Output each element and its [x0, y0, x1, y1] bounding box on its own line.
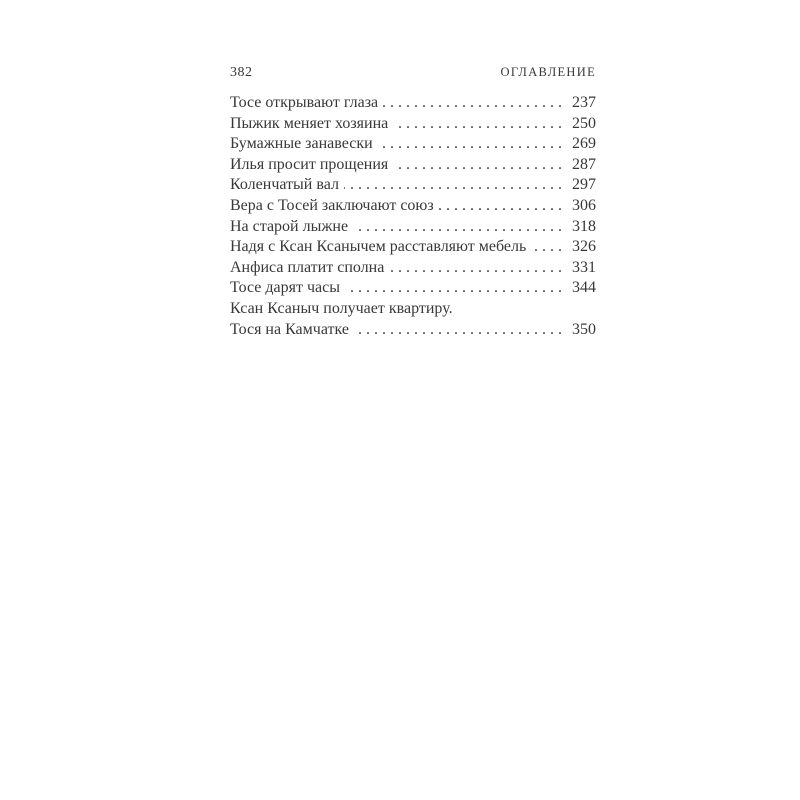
toc-entry	[230, 217, 596, 238]
toc-entry-page: 318	[572, 217, 596, 235]
dot-leader	[353, 217, 562, 238]
folio-page-number: 382	[230, 65, 253, 80]
toc-entry-page: 331	[572, 258, 596, 276]
dot-leader	[345, 278, 562, 299]
dot-leader	[378, 134, 562, 155]
dot-leader	[354, 320, 562, 341]
toc-entry-page: 344	[572, 279, 596, 297]
toc-entry	[230, 196, 596, 217]
toc-entry-title: Тося на Камчатке	[230, 320, 349, 338]
toc-entry-first-line	[230, 299, 596, 320]
toc-entry	[230, 134, 596, 155]
dot-leader	[439, 196, 562, 217]
toc-entry-page: 269	[572, 135, 596, 153]
toc-entry-page: 287	[572, 155, 596, 173]
toc-entry-page: 237	[572, 94, 596, 111]
dot-leader	[389, 258, 562, 279]
toc-entry-page: 350	[572, 320, 596, 338]
dot-leader	[393, 114, 562, 135]
toc-entry-title: Пыжик меняет хозяина	[230, 114, 389, 132]
dot-leader	[531, 237, 562, 258]
toc-entry-title: Коленчатый вал	[230, 176, 339, 194]
toc-entry-title: Анфиса платит сполна	[230, 258, 385, 276]
toc-entry-title: Надя с Ксан Ксанычем расставляют мебель	[230, 238, 527, 256]
toc-entry	[230, 258, 596, 279]
toc-entry	[230, 175, 596, 196]
toc-entry-title: На старой лыжне	[230, 217, 349, 235]
running-head	[230, 64, 596, 80]
table-of-contents	[230, 93, 596, 340]
running-title: ОГЛАВЛЕНИЕ	[500, 65, 596, 79]
text-block	[230, 64, 596, 340]
dot-leader	[344, 175, 562, 196]
toc-entry-title: Тосе дарят часы	[230, 279, 340, 297]
toc-entry-page: 297	[572, 176, 596, 194]
dot-leader	[393, 155, 562, 176]
toc-entry-page: 326	[572, 238, 596, 256]
toc-entry-title: Ксан Ксаныч получает квартиру.	[230, 299, 453, 317]
toc-entry	[230, 320, 596, 341]
dot-leader	[383, 93, 562, 114]
toc-entry	[230, 93, 596, 114]
toc-entry	[230, 114, 596, 135]
toc-entry-page: 250	[572, 114, 596, 132]
toc-entry	[230, 278, 596, 299]
toc-entry	[230, 155, 596, 176]
toc-entry-page: 306	[572, 196, 596, 214]
toc-entry-title: Илья просит прощения	[230, 155, 389, 173]
toc-entry-title: Тосе открывают глаза	[230, 94, 379, 111]
toc-entry-title: Вера с Тосей заключают союз	[230, 196, 434, 214]
toc-entry-title: Бумажные занавески	[230, 135, 373, 153]
toc-entry	[230, 237, 596, 258]
